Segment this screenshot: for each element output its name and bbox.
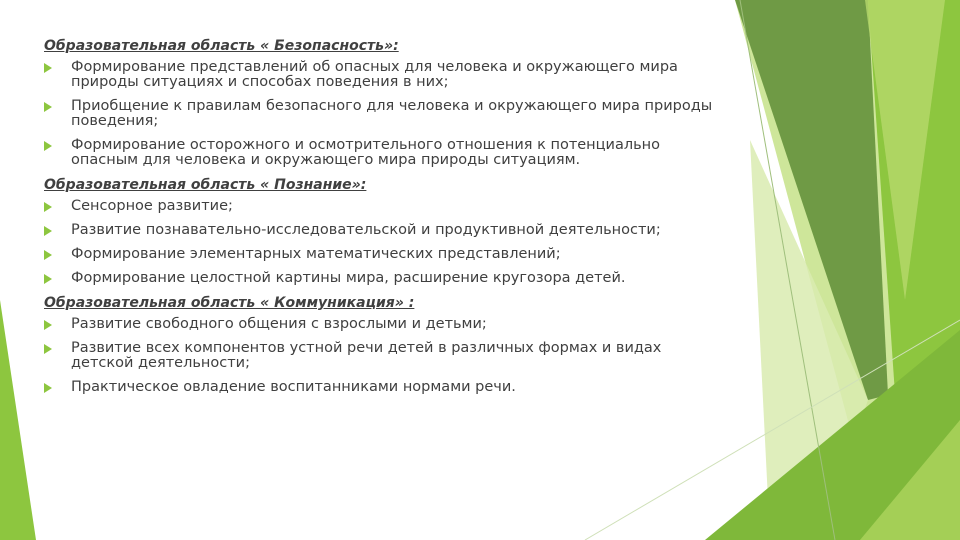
section-heading: Образовательная область « Коммуникация» :	[44, 295, 415, 311]
list-item-text: Развитие всех компонентов устной речи детей в различных формах и видах детской деятельности;	[71, 340, 662, 371]
triangle-bullet-icon	[44, 63, 52, 73]
list-item-text: Формирование целостной картины мира, расширение кругозора детей.	[71, 270, 626, 286]
list-item	[44, 341, 724, 371]
list-item	[44, 99, 724, 129]
list-item	[44, 317, 724, 332]
list-item	[44, 60, 724, 90]
list-item-text: Приобщение к правилам безопасного для человека и окружающего мира природы поведения;	[71, 98, 713, 129]
deco-left-corner	[0, 300, 36, 540]
list-item-text: Формирование представлений об опасных для человека и окружающего мира природы ситуациях и способах поведения в них;	[71, 59, 678, 90]
list-item	[44, 247, 724, 262]
list-item-text: Формирование элементарных математических представлений;	[71, 246, 561, 262]
list-item	[44, 380, 724, 395]
list-item	[44, 271, 724, 286]
bullet-list	[44, 317, 724, 395]
triangle-bullet-icon	[44, 250, 52, 260]
triangle-bullet-icon	[44, 141, 52, 151]
section-heading: Образовательная область « Познание»:	[44, 177, 367, 193]
bullet-list	[44, 60, 724, 168]
triangle-bullet-icon	[44, 383, 52, 393]
list-item-text: Сенсорное развитие;	[71, 198, 233, 214]
list-item	[44, 138, 724, 168]
list-item	[44, 199, 724, 214]
section-cognition	[44, 177, 724, 286]
list-item-text: Формирование осторожного и осмотрительного отношения к потенциально опасным для человека и окружающего мира природы ситуациям.	[71, 137, 661, 168]
content-area	[44, 38, 724, 404]
list-item-text: Развитие свободного общения с взрослыми и детьми;	[71, 316, 487, 332]
section-communication	[44, 295, 724, 395]
bullet-list	[44, 199, 724, 286]
list-item-text: Развитие познавательно-исследовательской и продуктивной деятельности;	[71, 222, 661, 238]
section-safety	[44, 38, 724, 168]
list-item	[44, 223, 724, 238]
section-heading: Образовательная область « Безопасность»:	[44, 38, 399, 54]
triangle-bullet-icon	[44, 102, 52, 112]
triangle-bullet-icon	[44, 320, 52, 330]
list-item-text: Практическое овладение воспитанниками нормами речи.	[71, 379, 516, 395]
triangle-bullet-icon	[44, 226, 52, 236]
triangle-bullet-icon	[44, 274, 52, 284]
triangle-bullet-icon	[44, 344, 52, 354]
triangle-bullet-icon	[44, 202, 52, 212]
